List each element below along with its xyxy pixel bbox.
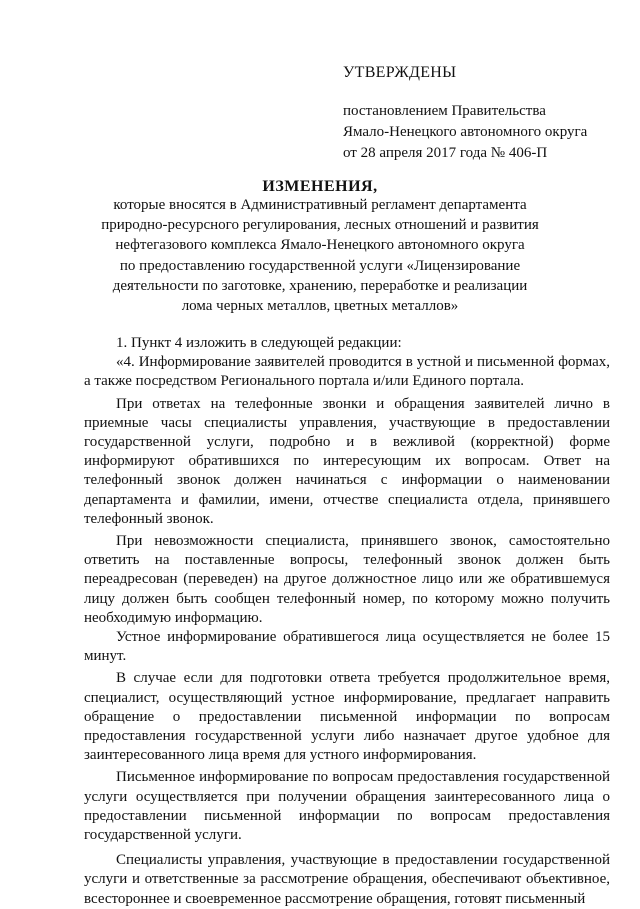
approval-heading: УТВЕРЖДЕНЫ [343,64,457,81]
paragraph-specialists: Специалисты управления, участвующие в предоставлении государственной услуги и ответственные за рассмотрение обращения, обеспечивают объективное, всестороннее и своевременное рассмотрение обращения, готовят письменный [84,852,610,907]
approval-block [343,62,623,164]
subtitle-line: которые вносятся в Административный регламент департамента [113,197,527,213]
paragraph-written-info: Письменное информирование по вопросам предоставления государственной услуги осуществляется при получении обращения заинтересованного лица о предоставлении письменной информации по вопросам предоставления государственной услуги. [84,769,610,844]
approval-line: от 28 апреля 2017 года № 406-П [343,145,548,161]
subtitle-line: нефтегазового комплекса Ямало-Ненецкого автономного округа [115,237,525,254]
paragraph-phone-inquiries: При ответах на телефонные звонки и обращения заявителей лично в приемные часы специалисты управления, участвующие в предоставлении государственной услуги, подробно и в вежливой (корректной) форме информируют обратившихся по интересующим их вопросам. Ответ на телефонный звонок должен начинаться с информации о наименовании департамента и фамилии, имени, отчестве специалиста отдела, принявшего телефонный звонок. [84,395,610,527]
paragraph-item-4: «4. Информирование заявителей проводится в устной и письменной формах, а также посредством Регионального портала и/или Единого портала. [84,354,610,390]
paragraph-oral-duration: Устное информирование обратившегося лица осуществляется не более 15 минут. [84,629,610,665]
approval-line: постановлением Правительства [343,103,546,119]
paragraph-item-1: 1. Пункт 4 изложить в следующей редакции: [116,335,402,351]
paragraph-long-answer: В случае если для подготовки ответа требуется продолжительное время, специалист, осуществляющий устное информирование, предлагает направить обращение о предоставлении письменной информации по вопросам предоставления государственной услуги либо назначает другое удобное для заинтересованного лица время для устного информирования. [84,670,610,764]
subtitle-line: по предоставлению государственной услуги «Лицензирование [119,257,521,274]
subtitle-line: деятельности по заготовке, хранению, переработке и реализации [112,277,528,294]
paragraph-call-redirect: При невозможности специалиста, принявшего звонок, самостоятельно ответить на поставленные вопросы, телефонный звонок должен быть переадресован (переведен) на другое должностное лицо или же обратившемуся лицу должен быть сообщен телефонный номер, по которому можно получить необходимую информацию. [84,533,610,626]
subtitle-line: лома черных металлов, цветных металлов» [181,298,459,315]
document-body [84,334,610,909]
document-title: ИЗМЕНЕНИЯ, [262,178,378,195]
approval-line: Ямало-Ненецкого автономного округа [343,124,588,140]
subtitle-line: природно-ресурсного регулирования, лесных отношений и развития [101,217,539,234]
document-subtitle [0,195,640,316]
